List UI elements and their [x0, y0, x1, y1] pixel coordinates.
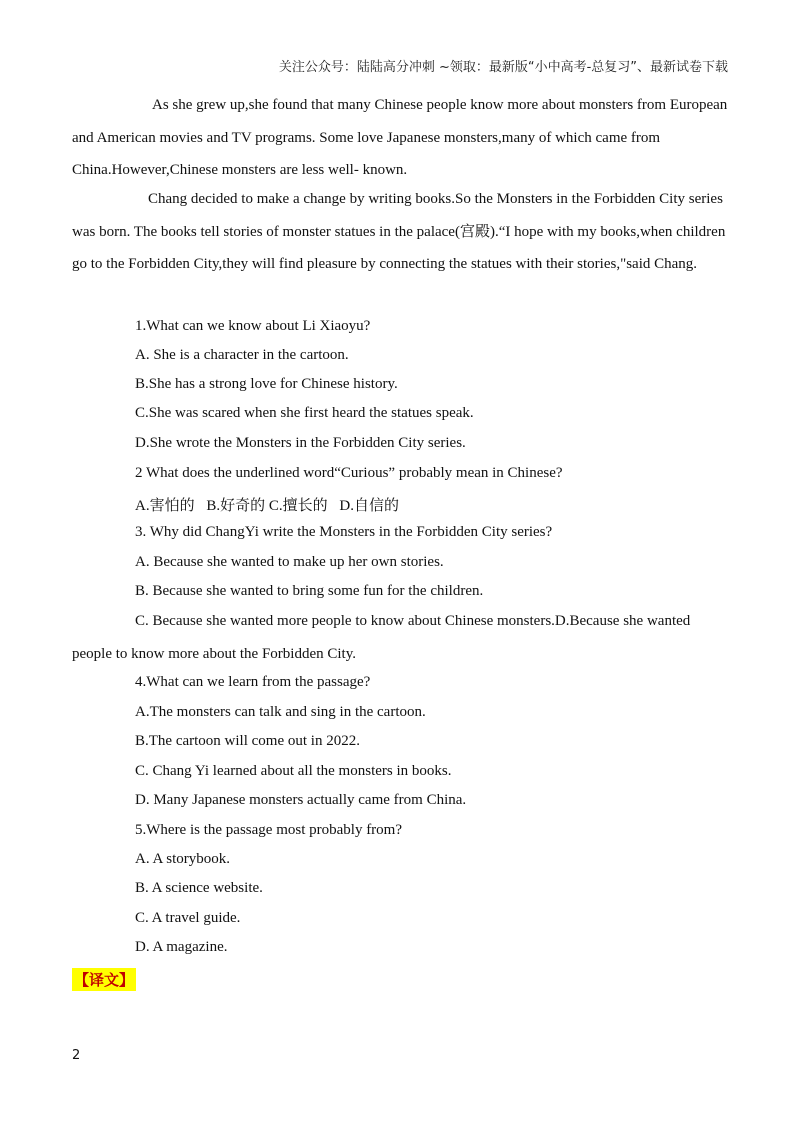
- translation-section-tag: 【译文】: [72, 968, 136, 991]
- question-2-option-a: A.害怕的: [135, 498, 195, 514]
- question-5-option-c: C. A travel guide.: [135, 910, 241, 926]
- question-2: 2 What does the underlined word“Curious” probably mean in Chinese?: [135, 465, 563, 481]
- question-5-option-b: B. A science website.: [135, 880, 263, 896]
- question-5: 5.Where is the passage most probably from?: [135, 822, 403, 838]
- question-4-option-c: C. Chang Yi learned about all the monsters in books.: [135, 763, 452, 779]
- passage-paragraph-1: As she grew up,she found that many Chinese people know more about monsters from European and American movies and TV programs. Some love Japanese monsters,many of which came from China.However,Chinese monsters are less well- known.: [72, 97, 728, 178]
- question-5-option-d: D. A magazine.: [135, 939, 228, 955]
- question-3-option-c-d: C. Because she wanted more people to know about Chinese monsters.D.Because she wanted people to know more about the Forbidden City.: [72, 613, 691, 662]
- page-number: 2: [72, 1048, 81, 1063]
- question-2-option-b: B.好奇的: [206, 498, 266, 514]
- question-2-option-c: C.擅长的: [268, 498, 328, 514]
- question-1-option-b: B.She has a strong love for Chinese history.: [135, 376, 398, 392]
- question-3: 3. Why did ChangYi write the Monsters in the Forbidden City series?: [135, 524, 553, 540]
- question-2-options: [135, 494, 407, 515]
- question-4-option-d: D. Many Japanese monsters actually came from China.: [135, 792, 467, 808]
- question-4-option-b: B.The cartoon will come out in 2022.: [135, 733, 360, 749]
- passage-paragraph-2: Chang decided to make a change by writing books.So the Monsters in the Forbidden City series was born. The books tell stories of monster statues in the palace(宫殿).“I hope with my books,when children go to the Forbidden City,they will find pleasure by connecting the statues with their stories,"said Chang.: [72, 191, 726, 272]
- question-2-option-d: D.自信的: [339, 498, 399, 514]
- question-1-option-a: A. She is a character in the cartoon.: [135, 347, 349, 363]
- question-1-option-d: D.She wrote the Monsters in the Forbidden City series.: [135, 435, 466, 451]
- question-3-option-a: A. Because she wanted to make up her own stories.: [135, 554, 444, 570]
- question-1-option-c: C.She was scared when she first heard the statues speak.: [135, 405, 474, 421]
- question-5-option-a: A. A storybook.: [135, 851, 231, 867]
- question-1: 1.What can we know about Li Xiaoyu?: [135, 318, 371, 334]
- question-4: 4.What can we learn from the passage?: [135, 674, 371, 690]
- question-4-option-a: A.The monsters can talk and sing in the cartoon.: [135, 704, 426, 720]
- question-3-option-b: B. Because she wanted to bring some fun for the children.: [135, 583, 484, 599]
- page-header: 关注公众号：陆陆高分冲刺 ~领取：最新版“小中高考-总复习”、最新试卷下载: [278, 60, 728, 75]
